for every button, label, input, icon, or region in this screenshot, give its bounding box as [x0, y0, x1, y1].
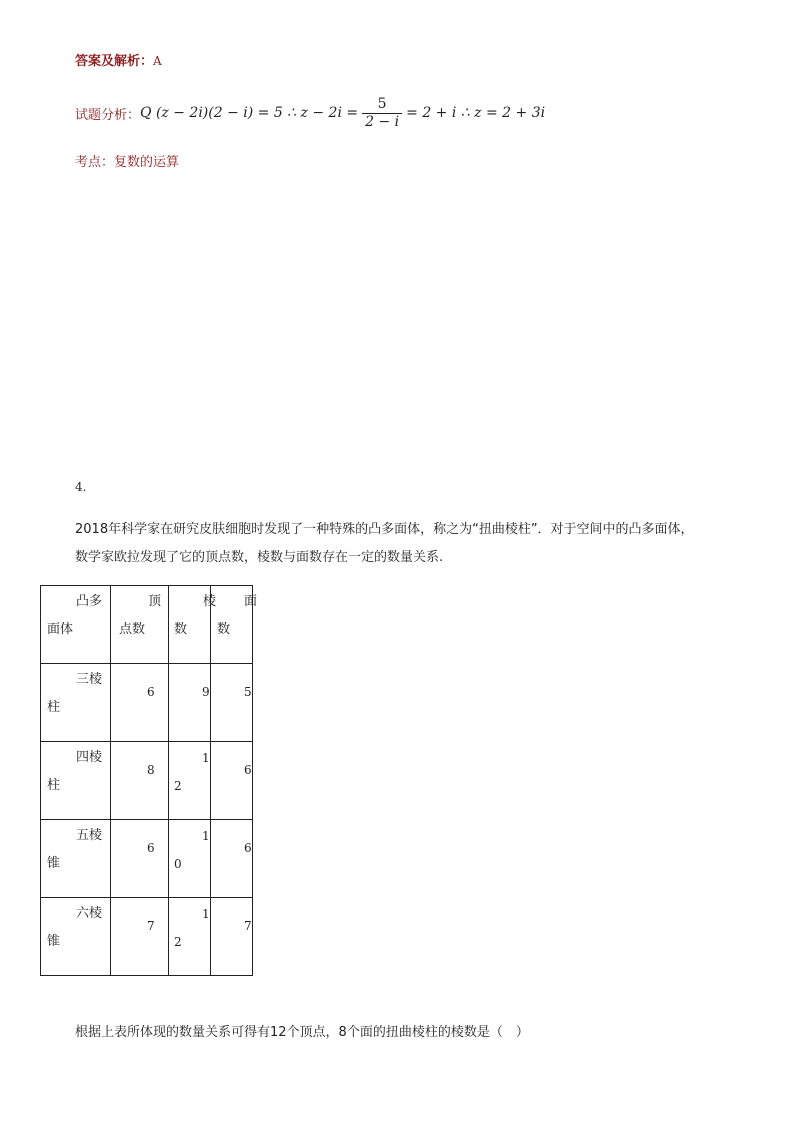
row-faces-cell — [211, 664, 253, 742]
header-cell-faces — [211, 586, 258, 664]
question-final-line: 根据上表所体现的数量关系可得有12个顶点，8个面的扭曲棱柱的棱数是（ ） — [75, 1025, 529, 1040]
edges-value: 2 — [174, 935, 182, 949]
row-name-cell — [41, 742, 111, 820]
row-faces-cell — [211, 820, 253, 898]
faces-value: 6 — [244, 763, 252, 777]
row-name: 锥 — [47, 934, 61, 949]
row-name: 柱 — [47, 700, 61, 715]
header-text: 点数 — [119, 622, 146, 637]
row-faces-cell — [211, 742, 253, 820]
formula-fraction — [362, 96, 402, 131]
kaodian-value: 复数的运算 — [114, 155, 180, 170]
row-name: 五棱 — [76, 828, 103, 843]
row-name: 三棱 — [76, 672, 103, 687]
row-vertices-cell — [111, 742, 169, 820]
faces-value: 7 — [244, 919, 252, 933]
header-cell-vertices — [111, 586, 169, 664]
kaodian-line — [75, 151, 179, 170]
vertices-value: 6 — [147, 685, 155, 699]
row-vertices-cell — [111, 664, 169, 742]
header-text: 棱 — [203, 594, 217, 609]
edges-value: 0 — [174, 857, 182, 871]
vertices-value: 6 — [147, 841, 155, 855]
analysis-label: 试题分析： — [75, 107, 141, 123]
edges-value: 1 — [202, 751, 210, 765]
row-edges-cell — [169, 898, 211, 976]
row-edges-cell — [169, 742, 211, 820]
table-header-row — [41, 586, 253, 664]
analysis-formula — [140, 96, 545, 131]
question-line-2: 数学家欧拉发现了它的顶点数，棱数与面数存在一定的数量关系. — [75, 550, 444, 565]
row-edges-cell — [169, 820, 211, 898]
edges-value: 1 — [202, 907, 210, 921]
row-faces-cell — [211, 898, 253, 976]
table-row — [41, 898, 253, 976]
answer-value: A — [153, 54, 162, 68]
header-text: 数 — [217, 622, 231, 637]
row-name: 四棱 — [76, 750, 103, 765]
table-row — [41, 820, 253, 898]
vertices-value: 8 — [147, 763, 155, 777]
header-text: 凸多 — [76, 594, 103, 609]
row-name-cell — [41, 820, 111, 898]
analysis-line — [75, 95, 545, 131]
row-name: 柱 — [47, 778, 61, 793]
table-row — [41, 742, 253, 820]
row-edges-cell — [169, 664, 211, 742]
header-cell-polyhedron — [41, 586, 111, 664]
header-text: 面体 — [47, 622, 74, 637]
answer-label: 答案及解析： — [75, 54, 154, 69]
row-vertices-cell — [111, 820, 169, 898]
faces-value: 5 — [244, 685, 252, 699]
header-text: 数 — [174, 622, 188, 637]
formula-part1: Q (z − 2i)(2 − i) = 5 ∴ z − 2i = — [140, 105, 359, 121]
edges-value: 9 — [202, 685, 210, 699]
vertices-value: 7 — [147, 919, 155, 933]
row-name-cell — [41, 664, 111, 742]
formula-part2: = 2 + i ∴ z = 2 + 3i — [406, 105, 546, 121]
faces-value: 6 — [244, 841, 252, 855]
edges-value: 2 — [174, 779, 182, 793]
kaodian-label: 考点： — [75, 155, 115, 170]
row-name: 六棱 — [76, 906, 103, 921]
polyhedron-table — [40, 585, 258, 976]
row-name: 锥 — [47, 856, 61, 871]
row-name-cell — [41, 898, 111, 976]
answer-heading — [75, 50, 162, 69]
fraction-denominator: 2 − i — [362, 113, 402, 131]
edges-value: 1 — [202, 829, 210, 843]
row-vertices-cell — [111, 898, 169, 976]
question-number: 4. — [75, 480, 87, 494]
header-text: 顶 — [148, 594, 162, 609]
table-row — [41, 664, 253, 742]
header-text: 面 — [244, 594, 258, 609]
question-line-1: 2018年科学家在研究皮肤细胞时发现了一种特殊的凸多面体，称之为“扭曲棱柱”．对于空间中的凸多面体， — [75, 522, 694, 537]
header-cell-edges — [169, 586, 217, 664]
fraction-numerator: 5 — [377, 95, 387, 112]
